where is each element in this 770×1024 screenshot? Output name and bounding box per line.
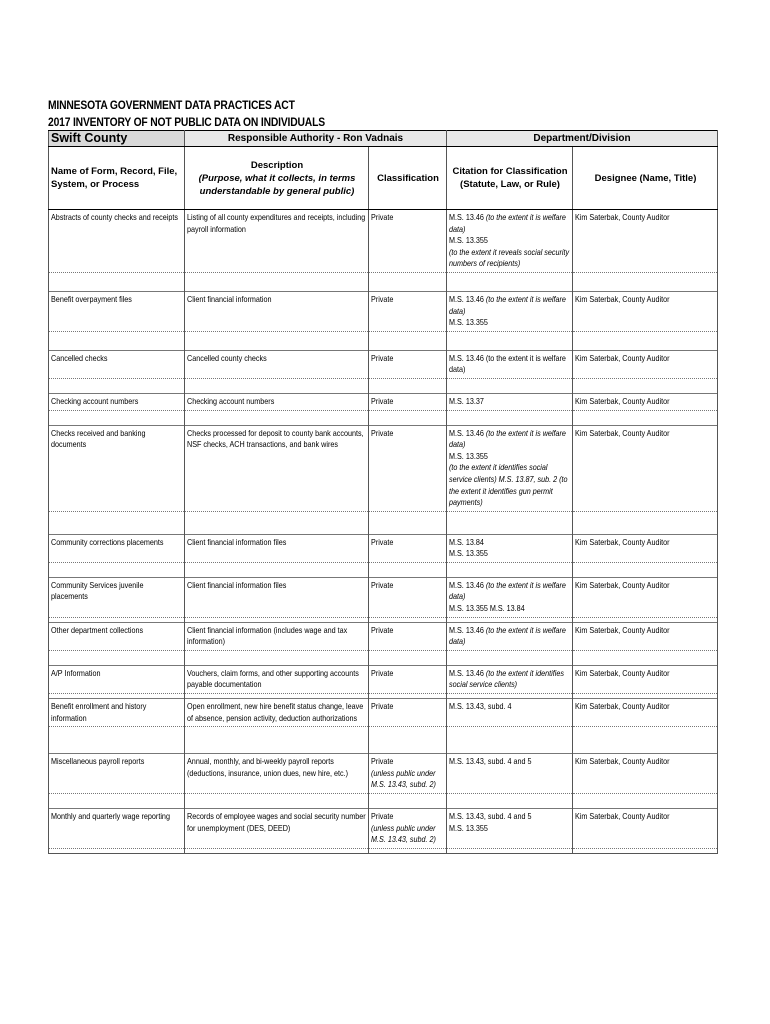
record-classification: Private	[371, 294, 394, 304]
cell-description	[185, 699, 369, 727]
cell-designee	[573, 699, 718, 727]
record-name: Abstracts of county checks and receipts	[51, 213, 178, 222]
spacer-cell	[49, 727, 185, 754]
record-description: Client financial information	[187, 294, 272, 304]
row-spacer	[49, 650, 718, 665]
spacer-cell	[49, 562, 185, 577]
cell-designee	[573, 577, 718, 617]
record-name: Benefit overpayment files	[51, 294, 132, 304]
citation-statute-secondary: M.S. 13.355	[449, 236, 488, 246]
spacer-cell	[447, 272, 573, 291]
table-row	[49, 393, 718, 410]
record-name: Other department collections	[51, 625, 144, 635]
classification-note: (unless public under M.S. 13.43, subd. 2)	[371, 768, 436, 790]
cell-classification	[369, 577, 447, 617]
spacer-cell	[185, 378, 369, 393]
cell-designee	[573, 425, 718, 511]
cell-name	[49, 754, 185, 794]
cell-designee	[573, 291, 718, 331]
cell-classification	[369, 665, 447, 693]
citation-statute-secondary: M.S. 13.355	[449, 549, 488, 559]
spacer-cell	[447, 727, 573, 754]
table-row	[49, 622, 718, 650]
record-classification: Private	[371, 213, 394, 222]
citation-text	[449, 701, 570, 713]
column-header-designee: Designee (Name, Title)	[573, 147, 718, 210]
record-designee: Kim Saterbak, County Auditor	[575, 580, 670, 590]
spacer-cell	[369, 331, 447, 350]
cell-classification	[369, 291, 447, 331]
citation-statute: M.S. 13.46	[449, 668, 486, 678]
spacer-cell	[49, 378, 185, 393]
cell-designee	[573, 809, 718, 849]
cell-description	[185, 393, 369, 410]
cell-classification	[369, 699, 447, 727]
spacer-cell	[185, 794, 369, 809]
spacer-cell	[447, 331, 573, 350]
cell-description	[185, 622, 369, 650]
spacer-cell	[573, 378, 718, 393]
record-classification: Private	[371, 580, 394, 590]
citation-statute: M.S. 13.46	[449, 625, 486, 635]
cell-classification	[369, 534, 447, 562]
cell-classification	[369, 350, 447, 378]
record-description: Annual, monthly, and bi-weekly payroll reports (deductions, insurance, union dues, new hire, etc.)	[187, 757, 349, 778]
record-designee: Kim Saterbak, County Auditor	[575, 757, 670, 767]
page-title: MINNESOTA GOVERNMENT DATA PRACTICES ACT	[48, 98, 295, 112]
citation-text	[449, 537, 570, 549]
citation-statute: M.S. 13.46	[449, 580, 486, 590]
spacer-cell	[185, 650, 369, 665]
record-classification: Private	[371, 668, 394, 678]
citation-scope: (to the extent it identifies social service clients)	[449, 668, 564, 690]
spacer-cell	[573, 794, 718, 809]
spacer-cell	[447, 410, 573, 425]
table-row	[49, 577, 718, 617]
citation-statute-secondary: M.S. 13.355	[449, 318, 488, 328]
record-designee: Kim Saterbak, County Auditor	[575, 294, 670, 304]
record-classification: Private	[371, 812, 394, 821]
cell-citation	[447, 291, 573, 331]
spacer-cell	[185, 511, 369, 534]
record-classification: Private	[371, 702, 394, 712]
spacer-cell	[369, 727, 447, 754]
citation-text	[449, 353, 570, 376]
citation-statute: M.S. 13.37	[449, 396, 484, 406]
citation-text	[449, 811, 570, 823]
cell-designee	[573, 622, 718, 650]
citation-text	[449, 428, 570, 451]
spacer-cell	[573, 727, 718, 754]
table-row	[49, 665, 718, 693]
citation-statute: M.S. 13.43, subd. 4 and 5	[449, 812, 532, 821]
inventory-table	[48, 130, 718, 854]
description-subtitle: (Purpose, what it collects, in terms understandable by general public)	[198, 172, 356, 197]
inventory-page	[48, 96, 717, 854]
spacer-cell	[185, 331, 369, 350]
cell-citation	[447, 577, 573, 617]
citation-scope-secondary: (to the extent it identifies social service clients) M.S. 13.87, sub. 2 (to the extent it identifies gun permit payments)	[449, 463, 568, 508]
cell-classification	[369, 393, 447, 410]
table-row	[49, 699, 718, 727]
row-spacer	[49, 410, 718, 425]
cell-description	[185, 291, 369, 331]
spacer-cell	[185, 410, 369, 425]
row-spacer	[49, 378, 718, 393]
cell-designee	[573, 350, 718, 378]
citation-statute: M.S. 13.46	[449, 294, 486, 304]
record-designee: Kim Saterbak, County Auditor	[575, 537, 670, 547]
spacer-cell	[49, 331, 185, 350]
record-name: Checking account numbers	[51, 396, 139, 406]
citation-scope: (to the extent it is welfare data)	[449, 428, 566, 450]
spacer-cell	[573, 331, 718, 350]
record-name: Community corrections placements	[51, 537, 164, 547]
citation-scope: (to the extent it is welfare data)	[449, 294, 566, 316]
record-designee: Kim Saterbak, County Auditor	[575, 812, 670, 821]
column-header-name: Name of Form, Record, File, System, or Process	[49, 147, 185, 210]
record-name: Monthly and quarterly wage reporting	[51, 812, 170, 821]
spacer-cell	[369, 562, 447, 577]
spacer-cell	[447, 378, 573, 393]
spacer-cell	[185, 727, 369, 754]
cell-citation	[447, 665, 573, 693]
record-classification: Private	[371, 396, 394, 406]
record-classification: Private	[371, 428, 394, 438]
record-name: Cancelled checks	[51, 353, 108, 363]
table-row	[49, 210, 718, 273]
cell-name	[49, 622, 185, 650]
record-classification: Private	[371, 757, 394, 767]
table-row	[49, 291, 718, 331]
citation-text	[449, 625, 570, 648]
cell-name	[49, 809, 185, 849]
header-row-top	[49, 131, 718, 147]
cell-name	[49, 577, 185, 617]
cell-classification	[369, 622, 447, 650]
citation-scope-secondary: (to the extent it reveals social security numbers of recipients)	[449, 247, 570, 269]
spacer-cell	[185, 562, 369, 577]
cell-classification	[369, 425, 447, 511]
spacer-cell	[573, 848, 718, 853]
cell-citation	[447, 622, 573, 650]
citation-scope: (to the extent it is welfare data)	[449, 213, 566, 234]
cell-citation	[447, 809, 573, 849]
citation-text	[449, 580, 570, 603]
cell-description	[185, 577, 369, 617]
record-classification: Private	[371, 625, 394, 635]
spacer-cell	[573, 410, 718, 425]
record-designee: Kim Saterbak, County Auditor	[575, 213, 670, 222]
citation-scope: (to the extent it is welfare data)	[449, 625, 566, 647]
table-row	[49, 350, 718, 378]
spacer-cell	[185, 848, 369, 853]
cell-classification	[369, 210, 447, 273]
row-spacer	[49, 331, 718, 350]
cell-citation	[447, 425, 573, 511]
record-description: Client financial information (includes wage and tax information)	[187, 625, 348, 647]
citation-scope: (to the extent it is welfare data)	[449, 580, 566, 602]
row-spacer	[49, 727, 718, 754]
record-name: Benefit enrollment and history information	[51, 702, 147, 723]
table-row	[49, 754, 718, 794]
header-row-columns	[49, 147, 718, 210]
county-name: Swift County	[49, 131, 185, 147]
spacer-cell	[573, 650, 718, 665]
cell-citation	[447, 534, 573, 562]
record-designee: Kim Saterbak, County Auditor	[575, 625, 670, 635]
record-description: Checking account numbers	[187, 396, 275, 406]
spacer-cell	[49, 511, 185, 534]
record-designee: Kim Saterbak, County Auditor	[575, 396, 670, 406]
spacer-cell	[49, 410, 185, 425]
spacer-cell	[49, 650, 185, 665]
spacer-cell	[447, 562, 573, 577]
cell-description	[185, 665, 369, 693]
cell-classification	[369, 809, 447, 849]
cell-designee	[573, 754, 718, 794]
row-spacer	[49, 272, 718, 291]
cell-citation	[447, 754, 573, 794]
cell-description	[185, 754, 369, 794]
cell-name	[49, 210, 185, 273]
cell-designee	[573, 665, 718, 693]
spacer-cell	[49, 848, 185, 853]
spacer-cell	[369, 410, 447, 425]
record-description: Checks processed for deposit to county bank accounts, NSF checks, ACH transactions, and bank wires	[187, 428, 364, 450]
spacer-cell	[369, 378, 447, 393]
department-division: Department/Division	[447, 131, 718, 147]
column-header-description	[185, 147, 369, 210]
citation-statute-secondary: M.S. 13.355	[449, 823, 488, 833]
citation-statute-secondary: M.S. 13.355 M.S. 13.84	[449, 604, 525, 614]
record-classification: Private	[371, 537, 394, 547]
record-description: Open enrollment, new hire benefit status change, leave of absence, pension activity, deduction authorizations	[187, 702, 364, 723]
citation-text	[449, 294, 570, 317]
cell-citation	[447, 699, 573, 727]
row-spacer	[49, 848, 718, 853]
record-description: Client financial information files	[187, 580, 287, 590]
column-header-classification: Classification	[369, 147, 447, 210]
citation-text	[449, 668, 570, 691]
cell-name	[49, 425, 185, 511]
record-designee: Kim Saterbak, County Auditor	[575, 353, 670, 363]
spacer-cell	[49, 272, 185, 291]
record-description: Client financial information files	[187, 537, 287, 547]
record-name: Miscellaneous payroll reports	[51, 757, 145, 767]
table-row	[49, 809, 718, 849]
table-row	[49, 425, 718, 511]
citation-statute: M.S. 13.46 (to the extent it is welfare data)	[449, 353, 566, 375]
cell-classification	[369, 754, 447, 794]
description-title: Description	[250, 159, 304, 171]
spacer-cell	[573, 562, 718, 577]
record-name: Community Services juvenile placements	[51, 580, 144, 602]
cell-name	[49, 699, 185, 727]
row-spacer	[49, 562, 718, 577]
cell-description	[185, 210, 369, 273]
spacer-cell	[369, 794, 447, 809]
spacer-cell	[447, 650, 573, 665]
citation-text	[449, 396, 570, 408]
cell-designee	[573, 534, 718, 562]
record-designee: Kim Saterbak, County Auditor	[575, 668, 670, 678]
citation-text	[449, 756, 570, 768]
cell-description	[185, 809, 369, 849]
record-classification: Private	[371, 353, 394, 363]
cell-citation	[447, 393, 573, 410]
record-description: Listing of all county expenditures and receipts, including payroll information	[187, 213, 366, 234]
spacer-cell	[369, 272, 447, 291]
cell-citation	[447, 210, 573, 273]
spacer-cell	[369, 650, 447, 665]
cell-designee	[573, 393, 718, 410]
cell-description	[185, 425, 369, 511]
record-name: Checks received and banking documents	[51, 428, 146, 450]
spacer-cell	[573, 511, 718, 534]
citation-statute: M.S. 13.84	[449, 537, 484, 547]
spacer-cell	[369, 511, 447, 534]
classification-note: (unless public under M.S. 13.43, subd. 2)	[371, 823, 436, 845]
spacer-cell	[447, 511, 573, 534]
citation-statute: M.S. 13.43, subd. 4	[449, 702, 512, 712]
cell-name	[49, 350, 185, 378]
cell-name	[49, 291, 185, 331]
cell-description	[185, 534, 369, 562]
table-row	[49, 534, 718, 562]
row-spacer	[49, 794, 718, 809]
record-designee: Kim Saterbak, County Auditor	[575, 702, 670, 712]
record-name: A/P Information	[51, 668, 101, 678]
citation-text	[449, 212, 570, 235]
record-description: Vouchers, claim forms, and other supporting accounts payable documentation	[187, 668, 359, 690]
record-description: Cancelled county checks	[187, 353, 267, 363]
cell-name	[49, 393, 185, 410]
record-description: Records of employee wages and social security number for unemployment (DES, DEED)	[187, 812, 366, 833]
cell-description	[185, 350, 369, 378]
spacer-cell	[369, 848, 447, 853]
citation-statute: M.S. 13.46	[449, 213, 486, 222]
citation-statute: M.S. 13.46	[449, 428, 486, 438]
record-designee: Kim Saterbak, County Auditor	[575, 428, 670, 438]
cell-designee	[573, 210, 718, 273]
spacer-cell	[185, 272, 369, 291]
citation-statute: M.S. 13.43, subd. 4 and 5	[449, 757, 532, 767]
row-spacer	[49, 511, 718, 534]
spacer-cell	[447, 848, 573, 853]
responsible-authority: Responsible Authority - Ron Vadnais	[185, 131, 447, 147]
spacer-cell	[447, 794, 573, 809]
cell-name	[49, 534, 185, 562]
spacer-cell	[573, 272, 718, 291]
cell-name	[49, 665, 185, 693]
column-header-citation: Citation for Classification (Statute, Law, or Rule)	[447, 147, 573, 210]
citation-statute-secondary: M.S. 13.355	[449, 451, 488, 461]
spacer-cell	[49, 794, 185, 809]
cell-citation	[447, 350, 573, 378]
page-subtitle: 2017 INVENTORY OF NOT PUBLIC DATA ON INDIVIDUALS	[48, 115, 325, 129]
